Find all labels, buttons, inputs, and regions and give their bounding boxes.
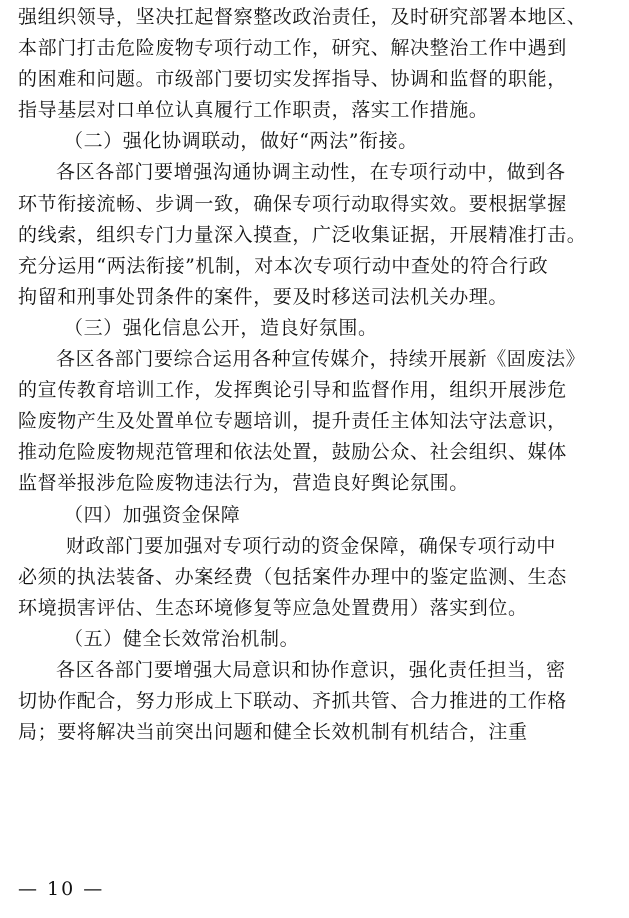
section-heading-5: （五）健全长效常治机制。 (64, 627, 300, 650)
paragraph-line: 的宣传教育培训工作，发挥舆论引导和监督作用，组织开展涉危 (18, 379, 567, 402)
paragraph-line: 推动危险废物规范管理和依法处置，鼓励公众、社会组织、媒体 (18, 441, 567, 464)
section-heading-4: （四）加强资金保障 (64, 503, 241, 526)
paragraph-line: 局；要将解决当前突出问题和健全长效机制有机结合，注重 (18, 721, 528, 744)
paragraph-line: 充分运用“两法衔接”机制，对本次专项行动中查处的符合行政 (18, 254, 549, 277)
paragraph-line: 财政部门要加强对专项行动的资金保障，确保专项行动中 (66, 534, 557, 557)
paragraph-line: 环节衔接流畅、步调一致，确保专项行动取得实效。要根据掌握 (18, 192, 567, 215)
paragraph-line: 各区各部门要综合运用各种宣传媒介，持续开展新《固废法》 (56, 348, 586, 371)
paragraph-line: 各区各部门要增强大局意识和协作意识，强化责任担当，密 (56, 658, 566, 681)
paragraph-line: 的线索，组织专门力量深入摸查，广泛收集证据，开展精准打击。 (18, 223, 587, 246)
paragraph-line: 本部门打击危险废物专项行动工作，研究、解决整治工作中遇到 (18, 37, 567, 60)
page-number: — 10 — (18, 878, 105, 900)
paragraph-line: 切协作配合，努力形成上下联动、齐抓共管、合力推进的工作格 (18, 690, 567, 713)
paragraph-line: 各区各部门要增强沟通协调主动性，在专项行动中，做到各 (56, 161, 566, 184)
paragraph-line: 监督举报涉危险废物违法行为，营造良好舆论氛围。 (18, 472, 469, 495)
paragraph-line: 险废物产生及处置单位专题培训，提升责任主体知法守法意识， (18, 410, 567, 433)
section-heading-2: （二）强化协调联动，做好“两法”衔接。 (64, 130, 418, 153)
paragraph-line: 的困难和问题。市级部门要切实发挥指导、协调和监督的职能， (18, 68, 567, 91)
paragraph-line: 环境损害评估、生态环境修复等应急处置费用）落实到位。 (18, 596, 528, 619)
paragraph-line: 强组织领导，坚决扛起督察整改政治责任，及时研究部署本地区、 (18, 6, 587, 28)
paragraph-line: 拘留和刑事处罚条件的案件，要及时移送司法机关办理。 (18, 285, 509, 308)
paragraph-line: 指导基层对口单位认真履行工作职责，落实工作措施。 (18, 99, 489, 122)
paragraph-line: 必须的执法装备、办案经费（包括案件办理中的鉴定监测、生态 (18, 565, 567, 588)
document-body (18, 2, 614, 748)
section-heading-3: （三）强化信息公开，造良好氛围。 (64, 316, 378, 339)
